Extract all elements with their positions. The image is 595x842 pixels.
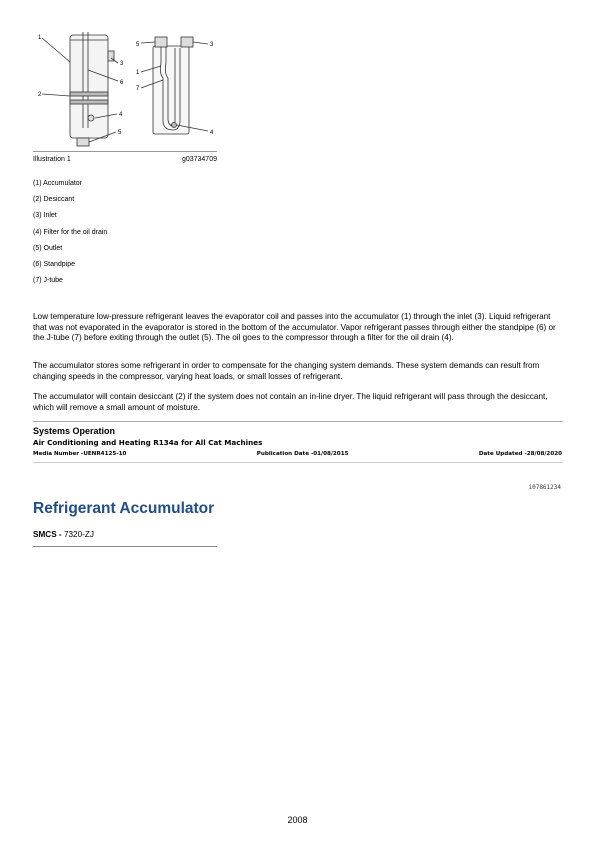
callout-2: 2 [38, 92, 42, 98]
page-title: Refrigerant Accumulator [33, 500, 215, 517]
legend-item: (5) Outlet [33, 244, 63, 252]
callout-4: 4 [119, 112, 123, 118]
legend-item: (3) Inlet [33, 212, 57, 220]
body-paragraph: The accumulator stores some refrigerant in order to compensate for the changing system demands. These system demands can result from changing speeds in the compressor, varying heat loads, or small losses of refrigerant. [33, 361, 540, 381]
accumulator-illustration [33, 18, 217, 151]
body-paragraph: The accumulator will contain desiccant (2) if the system does not contain an in-line dryer. The liquid refrigerant will pass through the desiccant, which will remove a small amount of moisture. [33, 392, 548, 412]
smcs-code: 7320-ZJ [63, 530, 94, 539]
section-subtitle: Air Conditioning and Heating R134a for All Cat Machines [33, 438, 263, 447]
page-number: 2008 [287, 815, 308, 825]
figure-legend [33, 176, 107, 289]
media-number: Media Number -UENR4125-10 [33, 451, 127, 457]
document-identifier: i07861234 [528, 484, 561, 491]
figure-caption [33, 156, 217, 163]
caption-code: g03734709 [181, 156, 217, 163]
header-divider [33, 421, 563, 422]
callout-7-right: 7 [136, 86, 140, 92]
header-divider-bottom [33, 462, 563, 463]
section-title: Systems Operation [33, 426, 116, 436]
smcs-divider [33, 546, 217, 547]
callout-1-right: 1 [136, 70, 140, 76]
caption-label: Illustration 1 [33, 156, 71, 163]
caption-divider [33, 151, 217, 152]
callout-3: 3 [120, 61, 124, 67]
callout-1: 1 [38, 35, 42, 41]
publication-meta [33, 451, 562, 457]
callout-6: 6 [120, 80, 124, 86]
callout-5-right: 5 [136, 42, 140, 48]
publication-date: Publication Date -01/08/2015 [256, 451, 349, 457]
legend-item: (7) J-tube [33, 277, 63, 285]
callout-5: 5 [118, 130, 122, 136]
body-paragraph: Low temperature low-pressure refrigerant leaves the evaporator coil and passes into the accumulator (1) through the inlet (3). Liquid refrigerant that was not evaporated in the evaporator is stored in the bottom of the accumulator. Vapor refrigerant passes through either the standpipe (6) or the J-tube (7) before exiting through the outlet (5). The oil goes to the compressor through a filter for the oil drain (4). [33, 312, 556, 342]
smcs-line [33, 530, 94, 539]
smcs-label: SMCS - [33, 530, 62, 539]
callout-4-right: 4 [210, 130, 214, 136]
legend-item: (1) Accumulator [33, 180, 83, 187]
date-updated: Date Updated -28/08/2020 [478, 451, 562, 457]
callout-3-right: 3 [210, 42, 214, 48]
legend-item: (6) Standpipe [33, 261, 76, 269]
legend-item: (4) Filter for the oil drain [33, 228, 108, 236]
legend-item: (2) Desiccant [33, 196, 75, 204]
